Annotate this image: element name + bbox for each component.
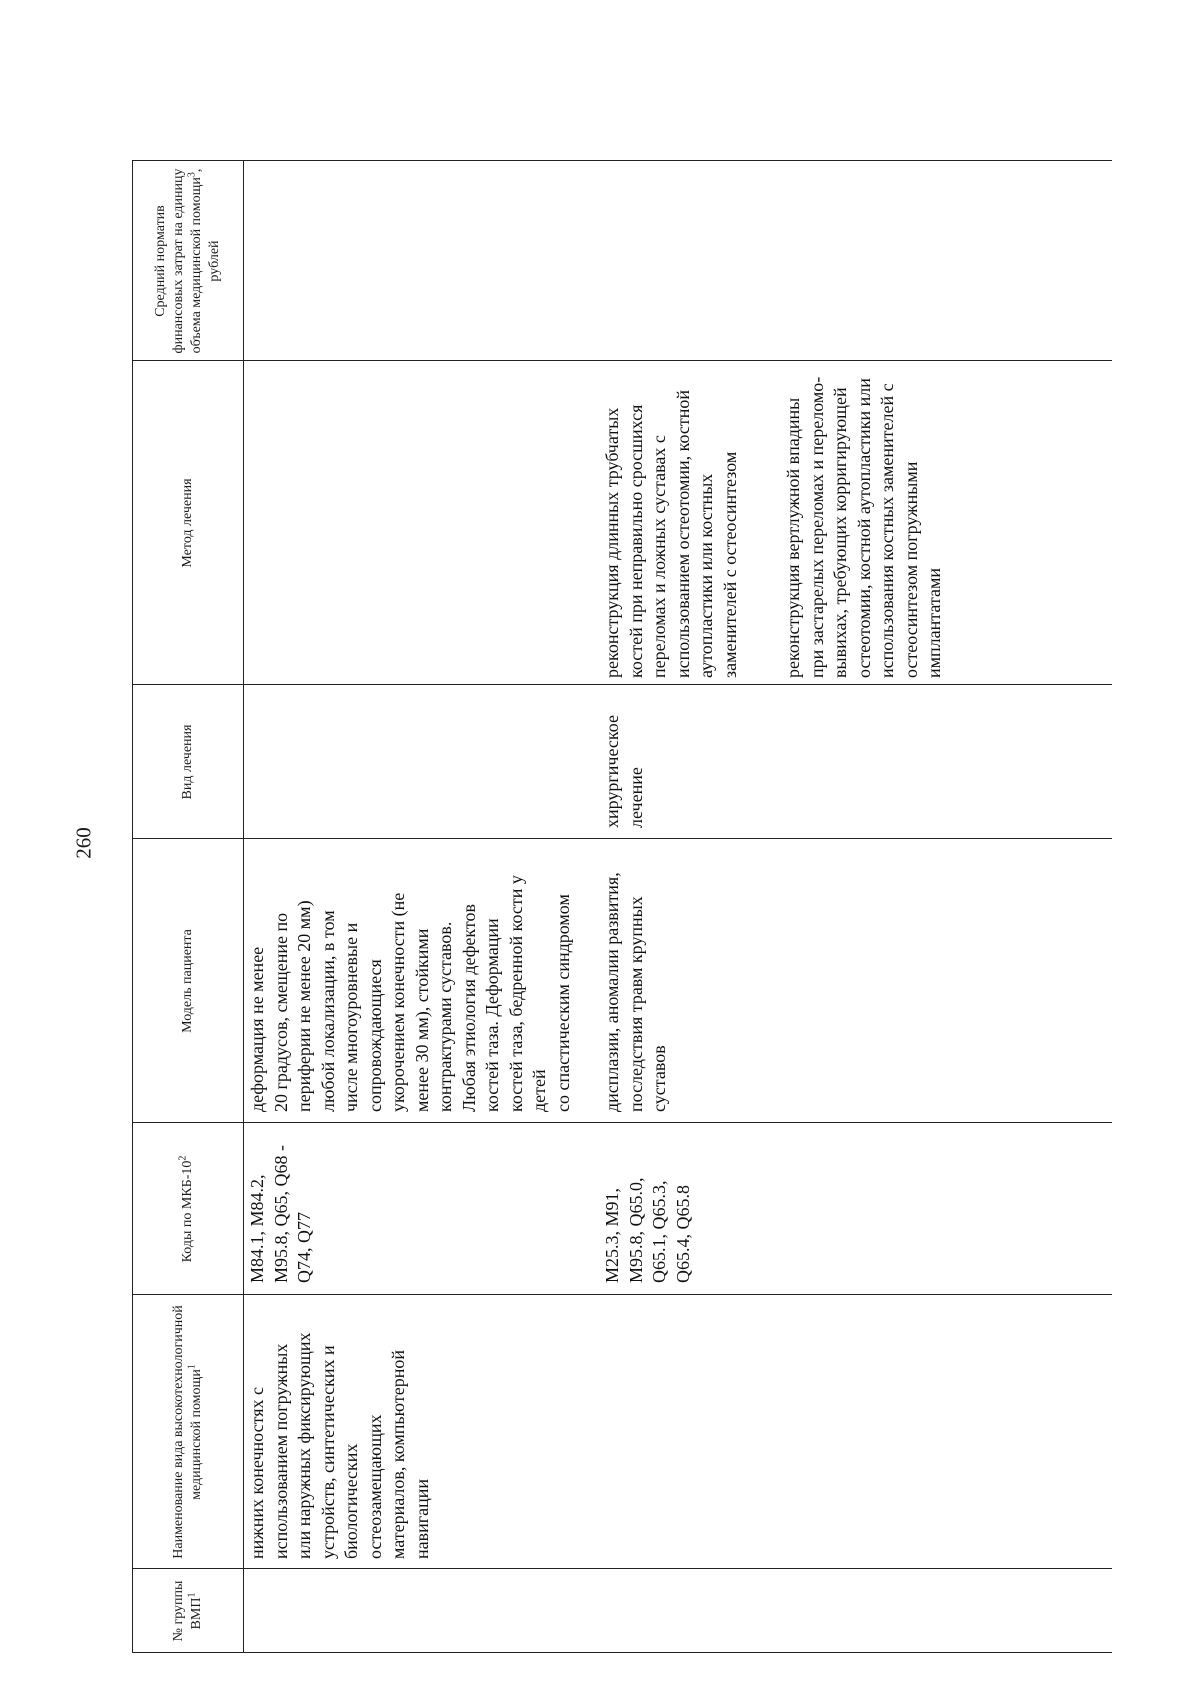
page-number: 260 (71, 827, 96, 859)
header-divider (243, 161, 244, 1653)
column-divider (132, 1294, 1112, 1295)
row1-vmp-name: нижних конечностях с использованием погружных или наружных фиксирующих устройств, синтетических и биологических остеозамещающих материалов, компьютерной навигации (247, 1332, 432, 1559)
table-border-right (132, 160, 1112, 161)
table-border-left (132, 1652, 1112, 1653)
rotated-table (132, 117, 1112, 1653)
column-divider (132, 1568, 1112, 1569)
row2-method-2: реконструкция вертлужной впадины при застарелых переломах и переломо- вывихах, требующих корригирующей остеотомии, костной аутопластики или использования костных заменителей с остеосинтезом погружными имплантатами (783, 376, 944, 678)
header-treatment-method: Метод лечения (179, 478, 195, 568)
row2-method-1: реконструкция длинных трубчатых костей при неправильно сросшихся переломах и ложных суставах с использованием остеотомии, костной аутопластики или костных заменителей с остеосинтезом (602, 389, 740, 678)
header-patient-model: Модель пациента (179, 929, 195, 1033)
row1-icd-codes: M84.1, M84.2, M95.8, Q65, Q68 - Q74, Q77 (247, 1145, 314, 1283)
row2-patient-model: дисплазии, аномалии развития, последствия травм крупных суставов (602, 872, 669, 1112)
row2-icd-codes: M25.3, M91, M95.8, Q65.0, Q65.1, Q65.3, Q65.4, Q65.8 (602, 1177, 693, 1283)
column-divider (132, 360, 1112, 361)
header-icd-codes: Коды по МКБ-$10^2$ (176, 1155, 195, 1263)
header-avg-cost: Средний норматив финансовых затрат на единицу объема медицинской помощи$^3$, рублей (152, 168, 222, 354)
column-divider (132, 684, 1112, 685)
column-divider (132, 838, 1112, 839)
header-group-no: № группы ВМП$^1$ (170, 1580, 204, 1642)
header-vmp-name: Наименование вида высокотехнологичной медицинской помощи$^1$ (170, 1305, 204, 1559)
row1-patient-model: деформация не менее 20 градусов, смещение по периферии не менее 20 мм) любой локализации, в том числе многоуровневые и сопровождающиеся укорочением конечности (не менее 30 мм), стойкими контрактурами суставов. Любая этиология дефектов костей таза. Деформации костей таза, бедренной кости у детей со спастическим синдромом (247, 875, 573, 1112)
header-treatment-type: Вид лечения (179, 724, 195, 800)
row2-treatment-type: хирургическое лечение (602, 715, 646, 828)
